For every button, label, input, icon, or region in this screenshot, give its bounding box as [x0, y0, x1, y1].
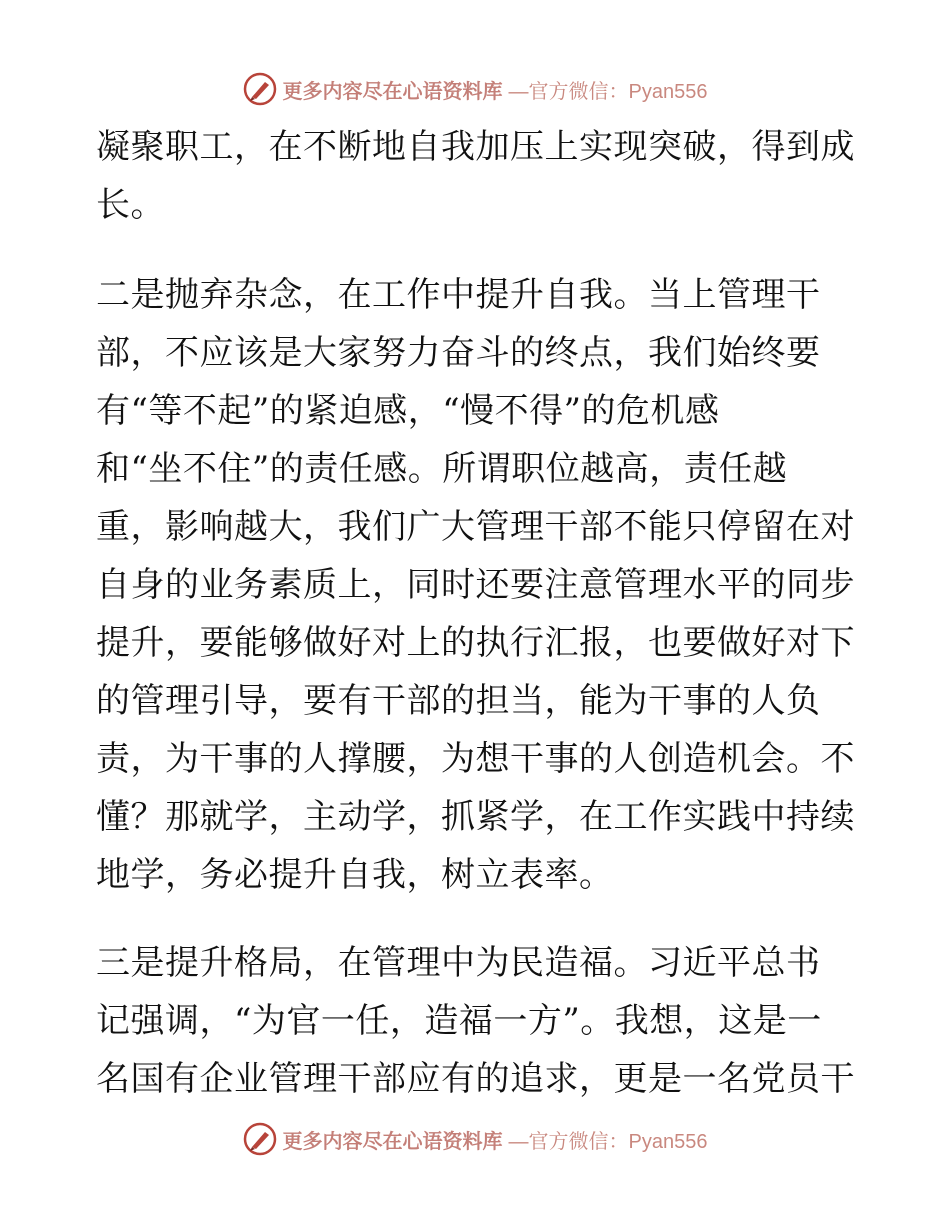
text-line: 自身的业务素质上，同时还要注意管理水平的同步 [96, 565, 855, 605]
watermark-brand: 更多内容尽在心语资料库 [282, 78, 503, 103]
text-line: 的管理引导，要有干部的担当，能为干事的人负 [96, 681, 821, 721]
text-line: 重，影响越大，我们广大管理干部不能只停留在对 [96, 507, 855, 547]
text-line: 提升，要能够做好对上的执行汇报，也要做好对下 [96, 623, 855, 663]
paragraph [96, 266, 856, 904]
text-line: 责，为干事的人撑腰，为想干事的人创造机会。不 [96, 739, 855, 779]
paragraph [96, 118, 856, 234]
text-line: 长。 [96, 185, 165, 225]
document-body [96, 118, 856, 1108]
text-line: 三是提升格局，在管理中为民造福。习近平总书 [96, 943, 821, 983]
text-line: 地学，务必提升自我，树立表率。 [96, 855, 614, 895]
text-line: 凝聚职工，在不断地自我加压上实现突破，得到成 [96, 127, 855, 167]
pen-logo-icon [243, 1122, 277, 1156]
paragraph [96, 934, 856, 1108]
footer-watermark [0, 1122, 950, 1156]
text-line: 记强调，“为官一任，造福一方”。我想，这是一 [96, 1001, 822, 1041]
header-watermark [0, 72, 950, 106]
text-line: 有“等不起”的紧迫感，“慢不得”的危机感 [96, 391, 720, 431]
text-line: 名国有企业管理干部应有的追求，更是一名党员干 [96, 1059, 855, 1099]
watermark-brand: 更多内容尽在心语资料库 [282, 1128, 503, 1153]
text-line: 二是抛弃杂念，在工作中提升自我。当上管理干 [96, 275, 821, 315]
watermark-contact: —官方微信：Pyan556 [508, 80, 708, 103]
text-line: 懂？那就学，主动学，抓紧学，在工作实践中持续 [96, 797, 855, 837]
text-line: 部，不应该是大家努力奋斗的终点，我们始终要 [96, 333, 821, 373]
text-line: 和“坐不住”的责任感。所谓职位越高，责任越 [96, 449, 788, 489]
pen-logo-icon [243, 72, 277, 106]
watermark-contact: —官方微信：Pyan556 [508, 1130, 708, 1153]
